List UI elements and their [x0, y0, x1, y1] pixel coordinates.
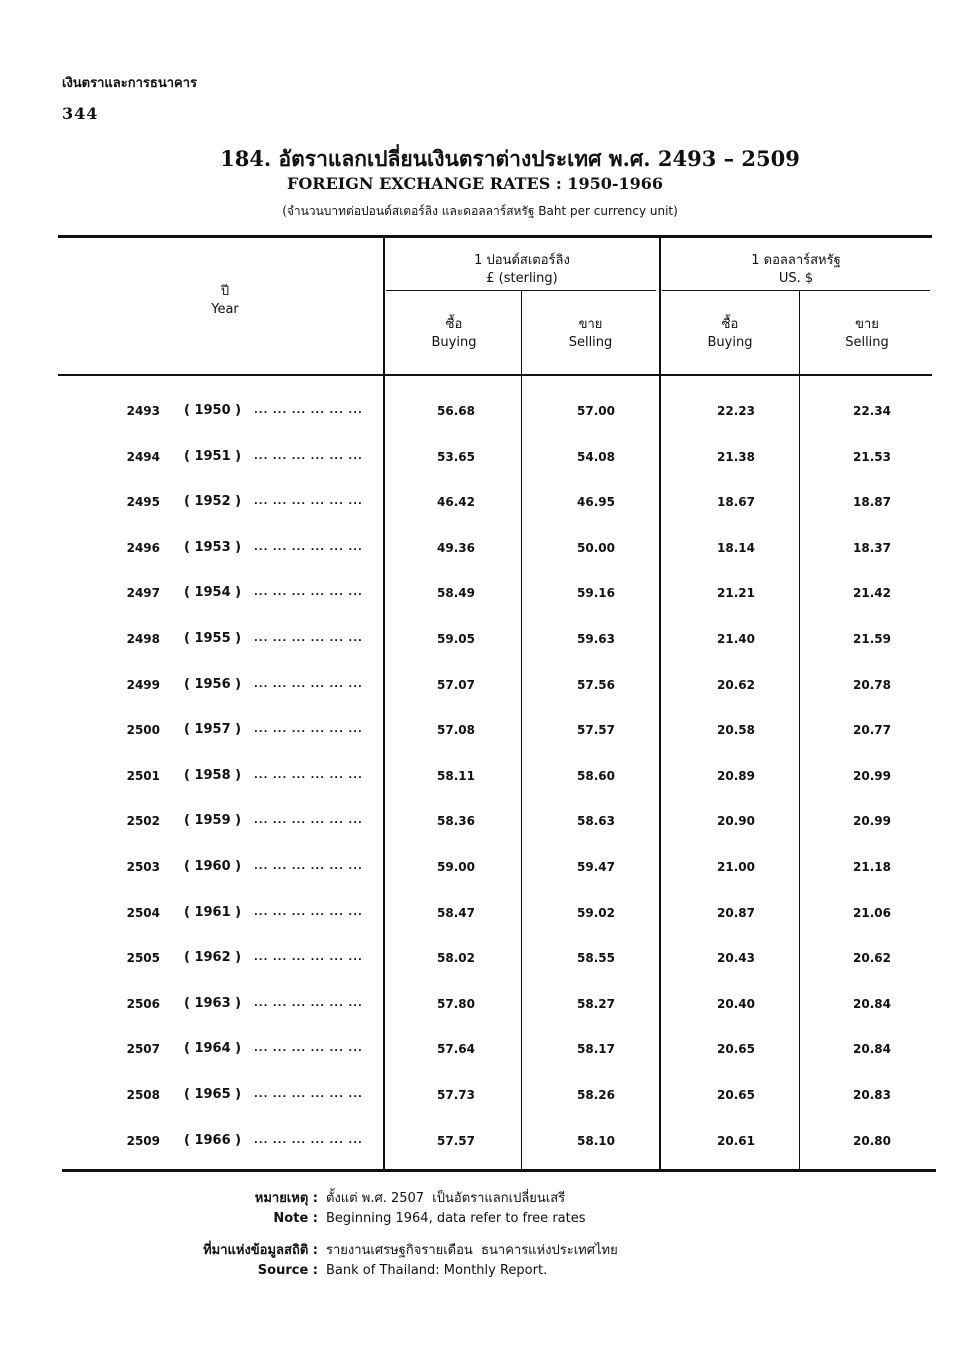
year-common-era: ( 1955 ) — [184, 631, 242, 646]
sterling-selling-cell: 59.16 — [577, 586, 615, 600]
note-label: Note : — [273, 1211, 318, 1226]
usd-buying-cell: 20.65 — [717, 1088, 755, 1102]
usd-selling-cell: 21.53 — [853, 450, 891, 464]
leader-dots: ... ... ... ... ... ... — [254, 496, 363, 507]
sterling-selling-cell: 58.55 — [577, 951, 615, 965]
table-title-english: FOREIGN EXCHANGE RATES : 1950-1966 — [286, 174, 664, 193]
usd-buying-cell: 20.61 — [717, 1134, 755, 1148]
usd-buying-header — [661, 316, 799, 352]
year-common-era: ( 1958 ) — [184, 768, 242, 783]
sterling-selling-cell: 57.57 — [577, 723, 615, 737]
year-buddhist-era: 2505 — [126, 951, 160, 965]
sterling-buying-cell: 46.42 — [437, 495, 475, 509]
year-common-era: ( 1956 ) — [184, 677, 242, 692]
year-common-era: ( 1966 ) — [184, 1133, 242, 1148]
usd-selling-cell: 21.42 — [853, 586, 891, 600]
usd-buying-cell: 20.87 — [717, 906, 755, 920]
sterling-selling-cell: 57.56 — [577, 678, 615, 692]
top-rule — [58, 235, 932, 238]
usd-selling-cell: 20.99 — [853, 814, 891, 828]
source-thai-text: รายงานเศรษฐกิจรายเดือน ธนาคารแห่งประเทศไทย — [326, 1243, 618, 1258]
sterling-buying-cell: 57.80 — [437, 997, 475, 1011]
source-thai-label: ที่มาแห่งข้อมูลสถิติ : — [203, 1243, 318, 1258]
remark-text: ตั้งแต่ พ.ศ. 2507 เป็นอัตราแลกเปลี่ยนเสรี — [326, 1191, 566, 1206]
buying-header-thai: ซื้อ — [721, 317, 739, 332]
sterling-selling-cell: 50.00 — [577, 541, 615, 555]
group-underline-usd — [662, 290, 930, 291]
year-buddhist-era: 2499 — [126, 678, 160, 692]
year-common-era: ( 1961 ) — [184, 905, 242, 920]
year-common-era: ( 1953 ) — [184, 540, 242, 555]
column-divider-1 — [383, 238, 385, 1170]
sterling-selling-cell: 58.26 — [577, 1088, 615, 1102]
usd-selling-cell: 20.77 — [853, 723, 891, 737]
usd-header-english: US. $ — [778, 271, 814, 286]
usd-selling-cell: 18.87 — [853, 495, 891, 509]
year-buddhist-era: 2498 — [126, 632, 160, 646]
sterling-buying-cell: 57.07 — [437, 678, 475, 692]
leader-dots: ... ... ... ... ... ... — [254, 451, 363, 462]
leader-dots: ... ... ... ... ... ... — [254, 998, 363, 1009]
leader-dots: ... ... ... ... ... ... — [254, 587, 363, 598]
sterling-selling-cell: 59.02 — [577, 906, 615, 920]
year-buddhist-era: 2494 — [126, 450, 160, 464]
year-common-era: ( 1962 ) — [184, 950, 242, 965]
usd-buying-cell: 20.43 — [717, 951, 755, 965]
units-note: (จำนวนบาทต่อปอนด์สเตอร์ลิง และดอลลาร์สหรัฐ Baht per currency unit) — [282, 204, 678, 218]
year-buddhist-era: 2508 — [126, 1088, 160, 1102]
sterling-buying-cell: 56.68 — [437, 404, 475, 418]
source-text: Bank of Thailand: Monthly Report. — [326, 1263, 548, 1278]
year-buddhist-era: 2495 — [126, 495, 160, 509]
usd-buying-cell: 20.40 — [717, 997, 755, 1011]
usd-buying-cell: 20.89 — [717, 769, 755, 783]
table-title-thai: 184. อัตราแลกเปลี่ยนเงินตราต่างประเทศ พ.ศ. 2493 – 2509 — [220, 146, 800, 171]
usd-selling-cell: 20.80 — [853, 1134, 891, 1148]
usd-buying-cell: 21.21 — [717, 586, 755, 600]
usd-selling-cell: 20.78 — [853, 678, 891, 692]
usd-selling-cell: 21.59 — [853, 632, 891, 646]
usd-selling-cell: 21.06 — [853, 906, 891, 920]
leader-dots: ... ... ... ... ... ... — [254, 770, 363, 781]
leader-dots: ... ... ... ... ... ... — [254, 952, 363, 963]
year-buddhist-era: 2506 — [126, 997, 160, 1011]
sterling-group-header — [386, 252, 658, 288]
year-buddhist-era: 2507 — [126, 1042, 160, 1056]
usd-selling-cell: 20.62 — [853, 951, 891, 965]
note-text: Beginning 1964, data refer to free rates — [326, 1211, 586, 1226]
year-buddhist-era: 2504 — [126, 906, 160, 920]
sterling-buying-cell: 58.02 — [437, 951, 475, 965]
year-common-era: ( 1963 ) — [184, 996, 242, 1011]
selling-header-english: Selling — [845, 335, 889, 350]
running-head: เงินตราและการธนาคาร — [62, 76, 197, 91]
usd-buying-cell: 22.23 — [717, 404, 755, 418]
year-common-era: ( 1964 ) — [184, 1041, 242, 1056]
usd-buying-cell: 18.14 — [717, 541, 755, 555]
year-buddhist-era: 2497 — [126, 586, 160, 600]
bottom-rule — [62, 1169, 936, 1172]
sterling-buying-cell: 53.65 — [437, 450, 475, 464]
leader-dots: ... ... ... ... ... ... — [254, 724, 363, 735]
year-common-era: ( 1952 ) — [184, 494, 242, 509]
usd-buying-cell: 20.65 — [717, 1042, 755, 1056]
year-common-era: ( 1950 ) — [184, 403, 242, 418]
leader-dots: ... ... ... ... ... ... — [254, 861, 363, 872]
leader-dots: ... ... ... ... ... ... — [254, 542, 363, 553]
sterling-selling-cell: 59.63 — [577, 632, 615, 646]
usd-buying-cell: 21.38 — [717, 450, 755, 464]
selling-header-english: Selling — [568, 335, 613, 350]
sterling-selling-cell: 58.27 — [577, 997, 615, 1011]
year-common-era: ( 1951 ) — [184, 449, 242, 464]
page-number: 344 — [62, 104, 99, 123]
buying-header-english: Buying — [431, 335, 477, 350]
year-buddhist-era: 2493 — [126, 404, 160, 418]
year-header — [160, 283, 290, 319]
usd-selling-cell: 20.84 — [853, 997, 891, 1011]
sterling-selling-cell: 58.10 — [577, 1134, 615, 1148]
leader-dots: ... ... ... ... ... ... — [254, 1089, 363, 1100]
usd-buying-cell: 21.00 — [717, 860, 755, 874]
leader-dots: ... ... ... ... ... ... — [254, 815, 363, 826]
usd-selling-cell: 22.34 — [853, 404, 891, 418]
usd-buying-cell: 21.40 — [717, 632, 755, 646]
year-buddhist-era: 2509 — [126, 1134, 160, 1148]
sterling-buying-header — [386, 316, 522, 352]
sterling-buying-cell: 58.49 — [437, 586, 475, 600]
sterling-buying-cell: 57.57 — [437, 1134, 475, 1148]
sterling-selling-cell: 58.60 — [577, 769, 615, 783]
usd-selling-cell: 20.83 — [853, 1088, 891, 1102]
year-header-thai: ปี — [220, 284, 230, 299]
usd-buying-cell: 18.67 — [717, 495, 755, 509]
usd-group-header — [662, 252, 930, 288]
buying-header-thai: ซื้อ — [445, 317, 463, 332]
year-header-english: Year — [211, 302, 239, 317]
year-buddhist-era: 2500 — [126, 723, 160, 737]
sterling-selling-cell: 54.08 — [577, 450, 615, 464]
sterling-buying-cell: 57.08 — [437, 723, 475, 737]
sterling-selling-cell: 57.00 — [577, 404, 615, 418]
year-buddhist-era: 2502 — [126, 814, 160, 828]
year-common-era: ( 1954 ) — [184, 585, 242, 600]
sterling-buying-cell: 57.73 — [437, 1088, 475, 1102]
sterling-header-english: £ (sterling) — [486, 271, 558, 286]
year-common-era: ( 1959 ) — [184, 813, 242, 828]
usd-selling-cell: 20.84 — [853, 1042, 891, 1056]
sterling-buying-cell: 58.36 — [437, 814, 475, 828]
leader-dots: ... ... ... ... ... ... — [254, 1043, 363, 1054]
sterling-selling-cell: 58.17 — [577, 1042, 615, 1056]
sterling-buying-cell: 58.11 — [437, 769, 475, 783]
column-divider-3 — [659, 238, 661, 1170]
sterling-header-thai: 1 ปอนด์สเตอร์ลิง — [474, 253, 570, 268]
usd-buying-cell: 20.90 — [717, 814, 755, 828]
selling-header-thai: ขาย — [855, 317, 879, 332]
usd-buying-cell: 20.62 — [717, 678, 755, 692]
year-buddhist-era: 2501 — [126, 769, 160, 783]
remark-label: หมายเหตุ : — [254, 1191, 318, 1206]
year-buddhist-era: 2503 — [126, 860, 160, 874]
leader-dots: ... ... ... ... ... ... — [254, 405, 363, 416]
year-common-era: ( 1960 ) — [184, 859, 242, 874]
usd-buying-cell: 20.58 — [717, 723, 755, 737]
sterling-selling-header — [522, 316, 659, 352]
buying-header-english: Buying — [707, 335, 753, 350]
leader-dots: ... ... ... ... ... ... — [254, 633, 363, 644]
usd-header-thai: 1 ดอลลาร์สหรัฐ — [751, 253, 841, 268]
sterling-selling-cell: 59.47 — [577, 860, 615, 874]
usd-selling-cell: 18.37 — [853, 541, 891, 555]
usd-selling-cell: 20.99 — [853, 769, 891, 783]
header-bottom-rule — [58, 374, 932, 376]
leader-dots: ... ... ... ... ... ... — [254, 679, 363, 690]
usd-selling-cell: 21.18 — [853, 860, 891, 874]
sterling-buying-cell: 49.36 — [437, 541, 475, 555]
sterling-buying-cell: 58.47 — [437, 906, 475, 920]
selling-header-thai: ขาย — [578, 317, 603, 332]
year-buddhist-era: 2496 — [126, 541, 160, 555]
sterling-selling-cell: 58.63 — [577, 814, 615, 828]
year-common-era: ( 1957 ) — [184, 722, 242, 737]
sterling-buying-cell: 57.64 — [437, 1042, 475, 1056]
leader-dots: ... ... ... ... ... ... — [254, 907, 363, 918]
leader-dots: ... ... ... ... ... ... — [254, 1135, 363, 1146]
year-common-era: ( 1965 ) — [184, 1087, 242, 1102]
sterling-buying-cell: 59.05 — [437, 632, 475, 646]
source-label: Source : — [257, 1263, 318, 1278]
usd-selling-header — [800, 316, 934, 352]
sterling-selling-cell: 46.95 — [577, 495, 615, 509]
sterling-buying-cell: 59.00 — [437, 860, 475, 874]
